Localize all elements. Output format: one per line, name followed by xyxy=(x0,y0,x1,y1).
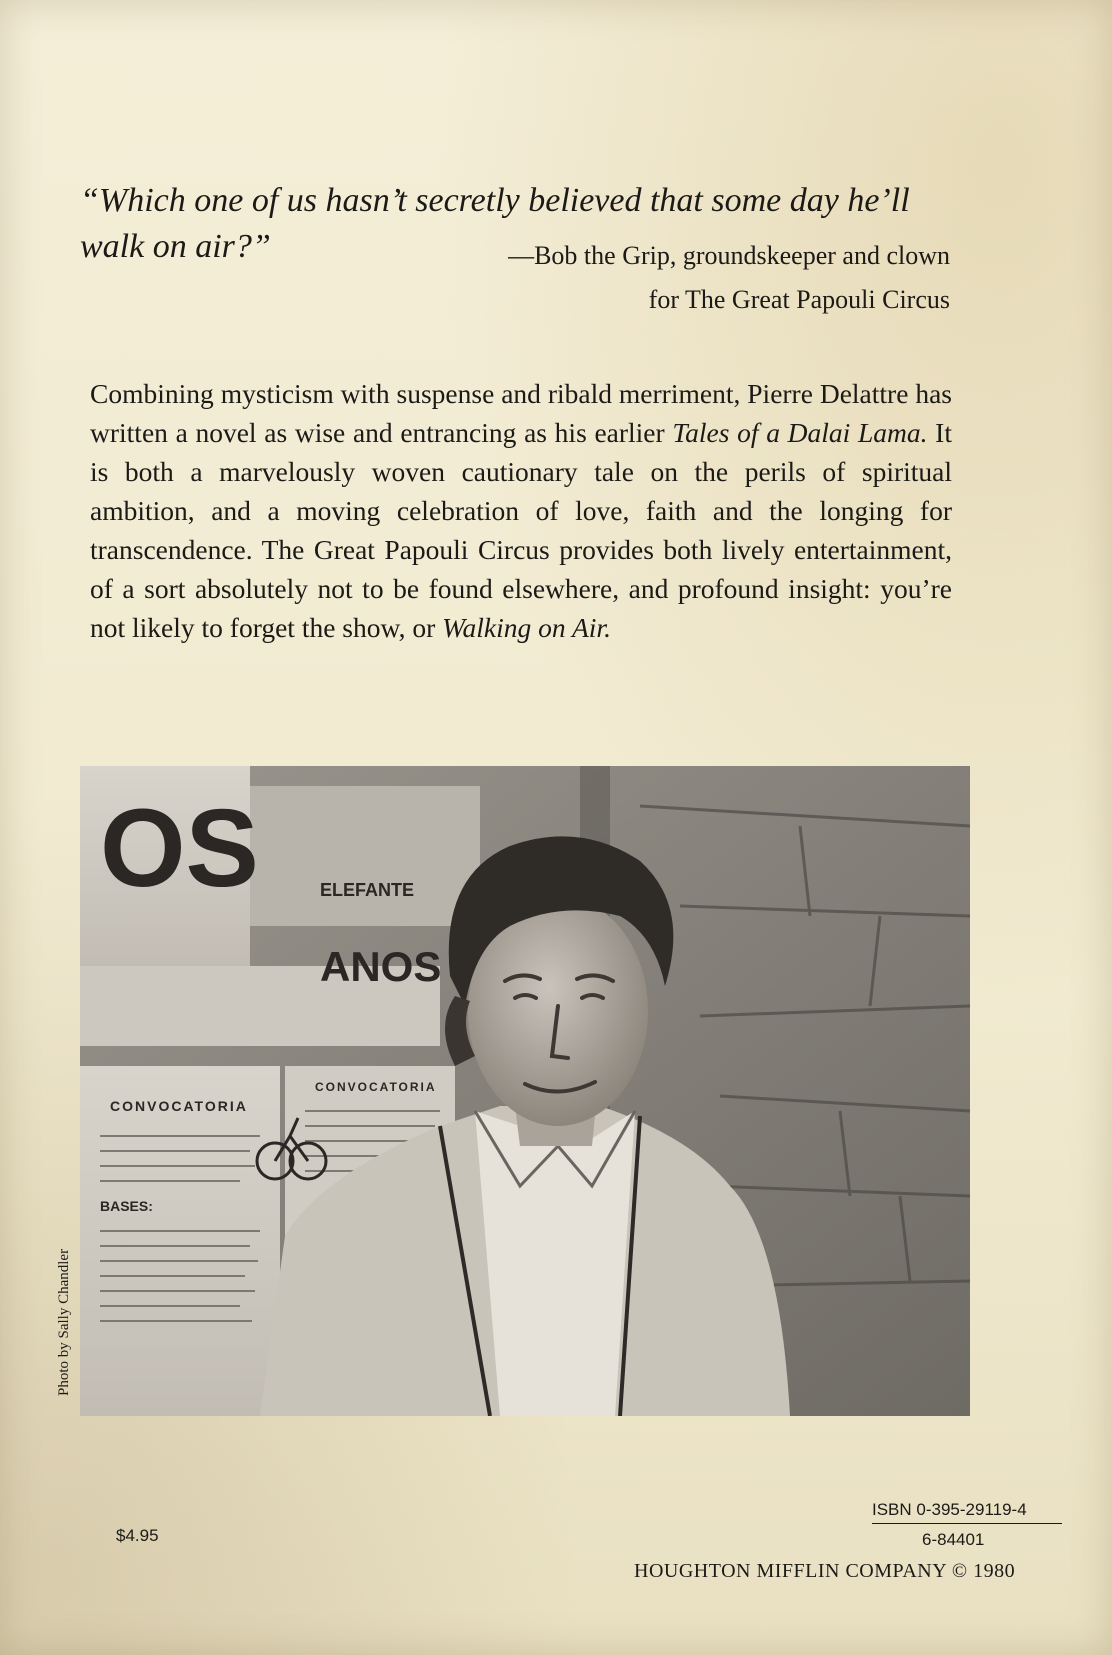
blurb-book-title: Tales of a Dalai Lama. xyxy=(672,417,928,448)
blurb-text: Combining mysticism with suspense and ribald merriment, Pierre Delattre has written a novel as wise and entrancing as his earlier xyxy=(90,378,952,448)
author-portrait-illustration xyxy=(80,766,970,1416)
poster-text: ANOS xyxy=(320,943,442,990)
book-blurb xyxy=(90,374,952,647)
catalog-code: 6-84401 xyxy=(922,1530,985,1549)
poster-text: ELEFANTE xyxy=(320,880,415,900)
author-photo xyxy=(80,766,970,1416)
poster-text: CONVOCATORIA xyxy=(315,1080,437,1094)
poster-text: CONVOCATORIA xyxy=(110,1098,248,1114)
blurb-book-title: Walking on Air. xyxy=(442,612,611,643)
publisher-line: HOUGHTON MIFFLIN COMPANY © 1980 xyxy=(634,1560,1016,1582)
pull-quote: “Which one of us hasn’t secretly believed that some day he’ll walk on air?” xyxy=(80,182,910,265)
poster-text: OS xyxy=(100,787,259,910)
attribution-line: —Bob the Grip, groundskeeper and clown xyxy=(508,241,950,270)
blurb-text: It is both a marvelously woven cautionary tale on the perils of spiritual ambition, and a moving celebration of love, faith and the longing for transcendence. The Great Papouli Circus provides both lively entertainment, of a sort absolutely not to be found elsewhere, and profound insight: you’re not likely to forget the show, or xyxy=(90,417,952,643)
isbn-label: ISBN 0-395-29119-4 xyxy=(872,1500,1062,1524)
poster-text: BASES: xyxy=(100,1198,153,1214)
quote-attribution xyxy=(390,234,950,322)
photo-credit: Photo by Sally Chandler xyxy=(56,1248,72,1396)
price-label: $4.95 xyxy=(116,1526,159,1545)
attribution-line: for The Great Papouli Circus xyxy=(648,285,950,314)
